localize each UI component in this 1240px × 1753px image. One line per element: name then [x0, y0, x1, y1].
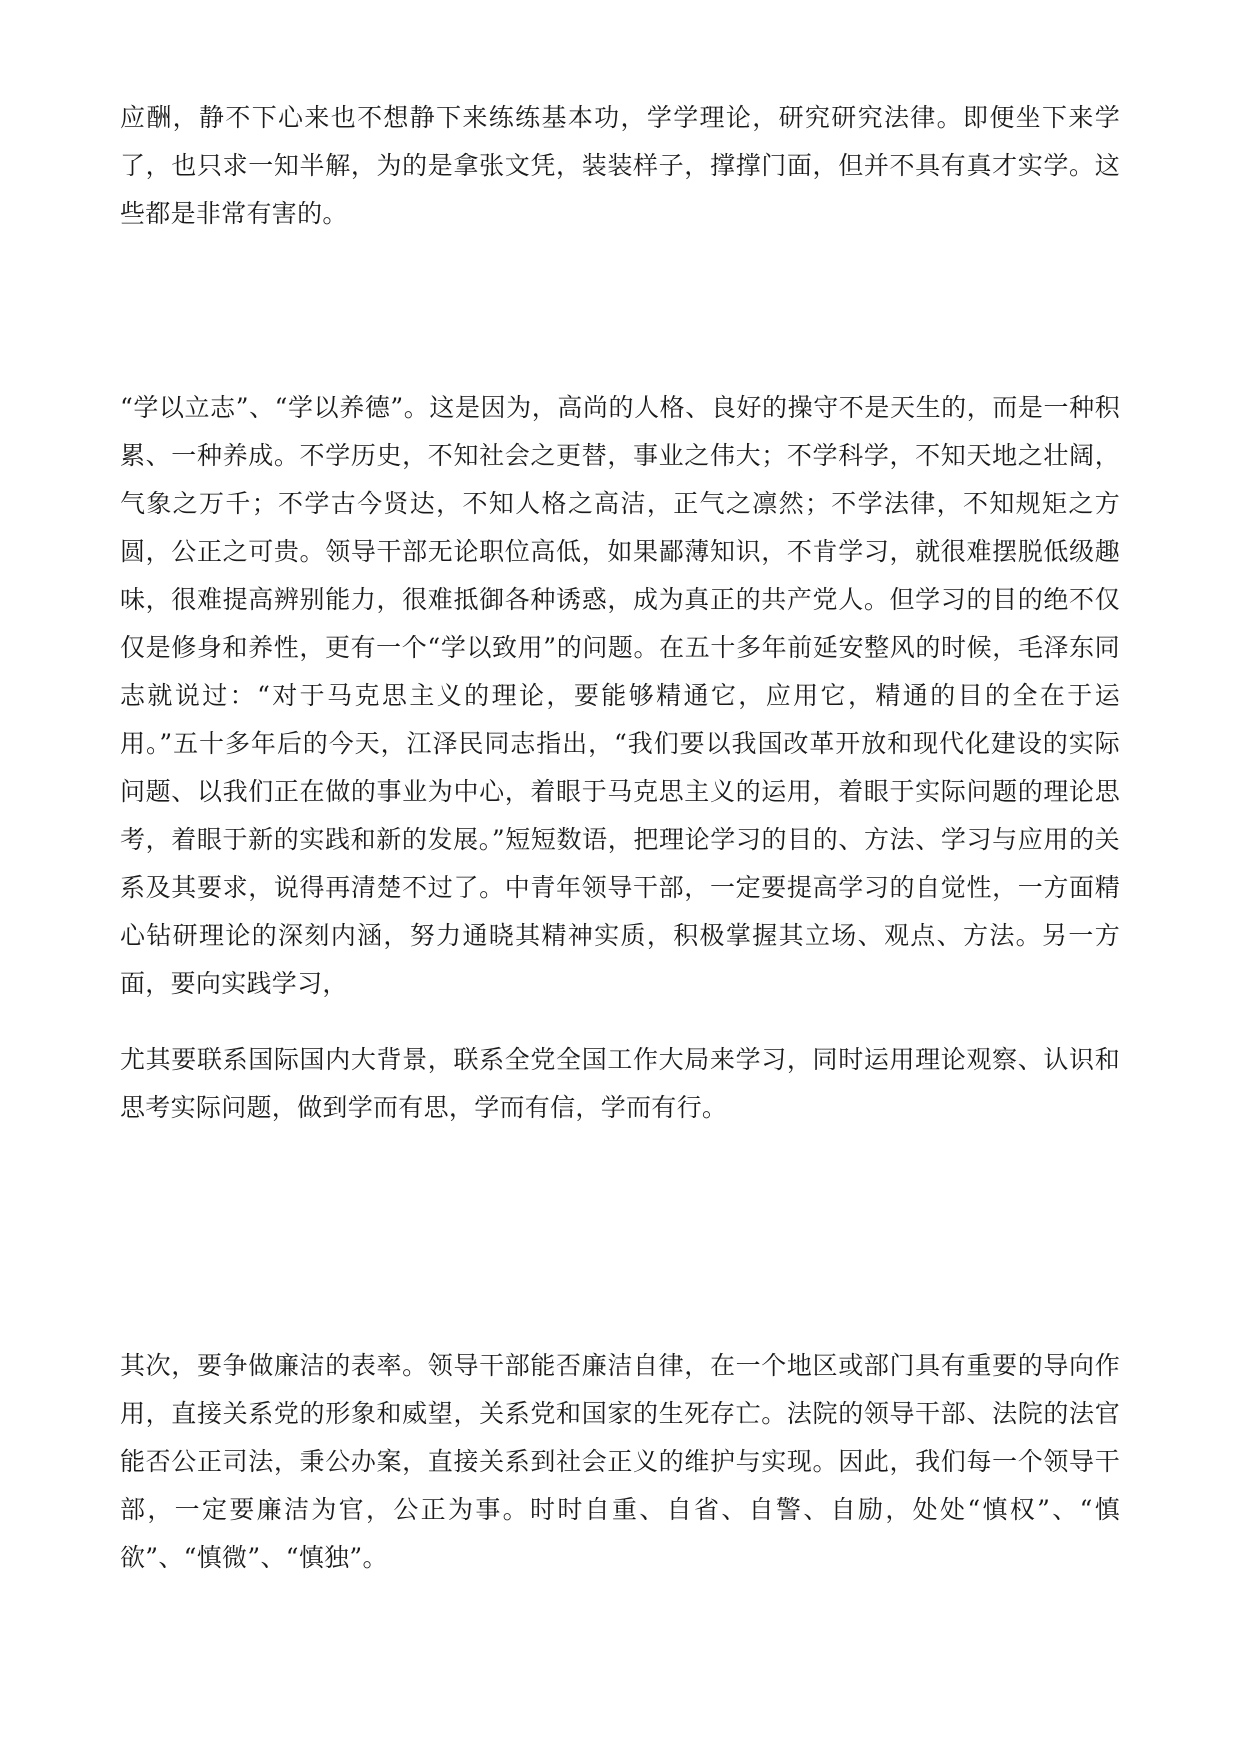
paragraph-3: 尤其要联系国际国内大背景，联系全党全国工作大局来学习，同时运用理论观察、认识和思考实际问题，做到学而有思，学而有信，学而有行。 [120, 1045, 1120, 1122]
paragraph-4: 其次，要争做廉洁的表率。领导干部能否廉洁自律，在一个地区或部门具有重要的导向作用，直接关系党的形象和威望，关系党和国家的生死存亡。法院的领导干部、法院的法官能否公正司法，秉公办案，直接关系到社会正义的维护与实现。因此，我们每一个领导干部，一定要廉洁为官，公正为事。时时自重、自省、自警、自励，处处“慎权”、“慎欲”、“慎微”、“慎独”。 [120, 1351, 1120, 1572]
paragraph-1: 应酬，静不下心来也不想静下来练练基本功，学学理论，研究研究法律。即便坐下来学了，也只求一知半解，为的是拿张文凭，装装样子，撑撑门面，但并不具有真才实学。这些都是非常有害的。 [120, 103, 1120, 228]
paragraph-2: “学以立志”、“学以养德”。这是因为，高尚的人格、良好的操守不是天生的，而是一种积累、一种养成。不学历史，不知社会之更替，事业之伟大；不学科学，不知天地之壮阔，气象之万千；不学古今贤达，不知人格之高洁，正气之凛然；不学法律，不知规矩之方圆，公正之可贵。领导干部无论职位高低，如果鄙薄知识，不肯学习，就很难摆脱低级趣味，很难提高辨别能力，很难抵御各种诱惑，成为真正的共产党人。但学习的目的绝不仅仅是修身和养性，更有一个“学以致用”的问题。在五十多年前延安整风的时候，毛泽东同志就说过：“对于马克思主义的理论，要能够精通它，应用它，精通的目的全在于运用。”五十多年后的今天，江泽民同志指出，“我们要以我国改革开放和现代化建设的实际问题、以我们正在做的事业为中心，着眼于马克思主义的运用，着眼于实际问题的理论思考，着眼于新的实践和新的发展。”短短数语，把理论学习的目的、方法、学习与应用的关系及其要求，说得再清楚不过了。中青年领导干部，一定要提高学习的自觉性，一方面精心钻研理论的深刻内涵，努力通晓其精神实质，积极掌握其立场、观点、方法。另一方面，要向实践学习， [120, 393, 1120, 998]
